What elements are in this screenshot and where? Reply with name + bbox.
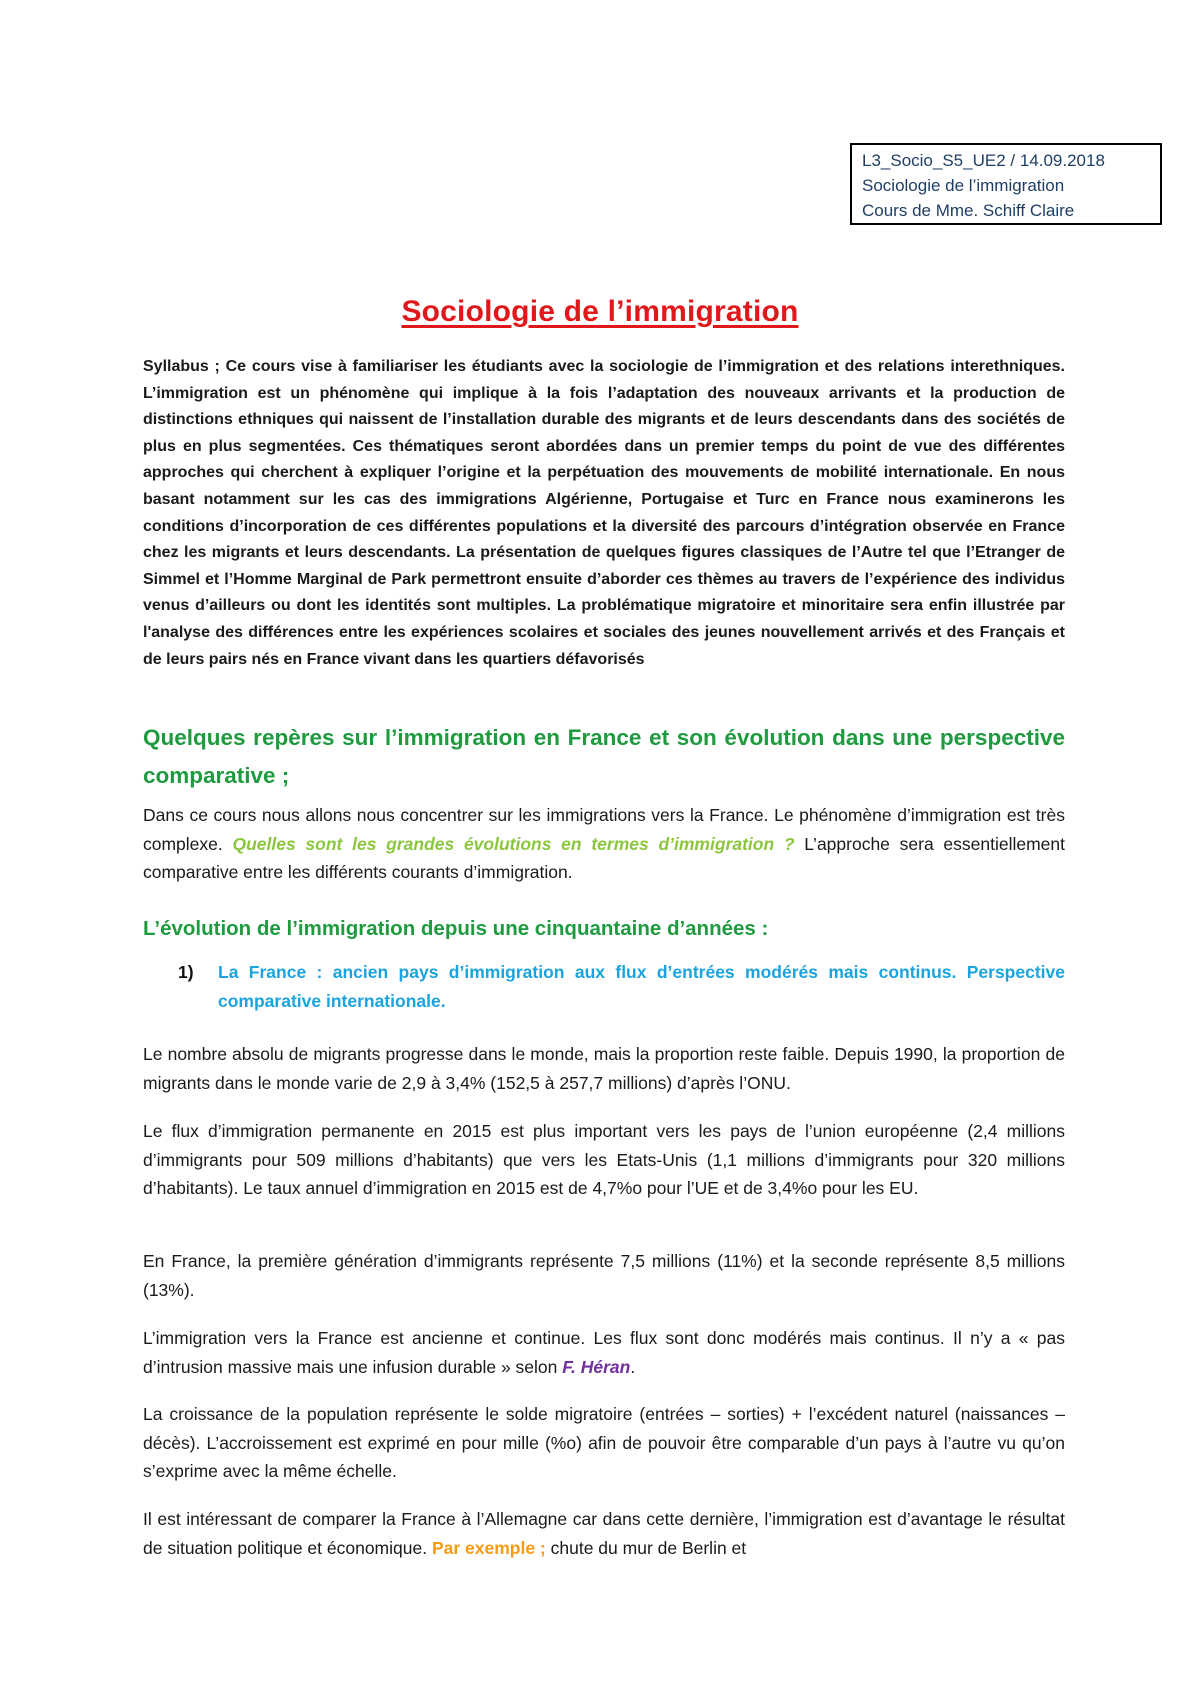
paragraph-population-growth: La croissance de la population représente le solde migratoire (entrées – sorties) + l’excédent naturel (naissances – décès). L’accroissement est exprimé en pour mille (%o) afin de pouvoir être comparable d’un pays à l’autre vu qu’on s’exprime avec la même échelle. [143,1404,1065,1481]
document-title: Sociologie de l’immigration [401,295,799,328]
paragraph-continuous-immigration [143,1324,1065,1381]
course-info-box [850,143,1162,225]
p4-text-2: . [630,1356,636,1377]
list-item [178,958,1065,1015]
intro-paragraph [143,801,1065,887]
course-code: L3_Socio_S5_UE2 / 14.09.2018 [862,151,1105,170]
course-subject: Sociologie de l’immigration [862,176,1065,195]
course-teacher: Cours de Mme. Schiff Claire [862,201,1075,220]
paragraph-migrants-world: Le nombre absolu de migrants progresse dans le monde, mais la proportion reste faible. Depuis 1990, la proportion de migrants dans le monde varie de 2,9 à 3,4% (152,5 à 257,7 millions) d’après l’ONU. [143,1044,1065,1093]
intro-question: Quelles sont les grandes évolutions en termes d’immigration ? [232,833,795,854]
p6-text-1: Il est intéressant de comparer la France à l’Allemagne car dans cette dernière, l’immigration est d’avantage le résultat de situation politique et économique. [143,1509,1065,1558]
syllabus-paragraph: Syllabus ; Ce cours vise à familiariser les étudiants avec la sociologie de l’immigration et des relations interethniques. L’immigration est un phénomène qui implique à la fois l’adaptation des nouveaux arrivants et la production de distinctions ethniques qui naissent de l’installation durable des migrants et de leurs descendants dans des sociétés de plus en plus segmentées. Ces thématiques seront abordées dans un premier temps du point de vue des différentes approches qui cherchent à expliquer l’origine et la perpétuation des mouvements de mobilité internationale. En nous basant notamment sur les cas des immigrations Algérienne, Portugaise et Turc en France nous examinerons les conditions d’incorporation de ces différentes populations et la diversité des parcours d’intégration observée en France chez les migrants et leurs descendants. La présentation de quelques figures classiques de l’Autre tel que l’Etranger de Simmel et l’Homme Marginal de Park permettront ensuite d’aborder ces thèmes au travers de l’expérience des individus venus d’ailleurs ou dont les identités sont multiples. La problématique migratoire et minoritaire sera enfin illustrée par l'analyse des différences entre les expériences scolaires et sociales des jeunes nouvellement arrivés et des Français et de leurs pairs nés en France vivant dans les quartiers défavorisés [143,358,1065,668]
paragraph-germany-comparison [143,1505,1065,1562]
subheading: L’évolution de l’immigration depuis une cinquantaine d’années : [143,917,769,940]
intro-text-1: Dans ce cours nous allons nous concentrer sur les immigrations vers la France. Le phénomène d’immigration est très complexe. [143,805,1065,854]
intro-text-2: L’approche sera essentiellement comparative entre les différents courants d’immigration. [143,833,1065,882]
p6-text-2: chute du mur de Berlin et [545,1537,747,1558]
author-name: F. Héran [562,1356,631,1377]
list-number: 1) [178,962,194,982]
list-item-text: La France : ancien pays d’immigration aux flux d’entrées modérés mais continus. Perspective comparative internationale. [218,962,1065,1011]
paragraph-france-generations: En France, la première génération d’immigrants représente 7,5 millions (11%) et la seconde représente 8,5 millions (13%). [143,1251,1065,1300]
section-heading: Quelques repères sur l’immigration en France et son évolution dans une perspective comparative ; [143,725,1065,788]
example-label: Par exemple ; [431,1537,546,1558]
p4-text-1: L’immigration vers la France est ancienne et continue. Les flux sont donc modérés mais continus. Il n’y a « pas d’intrusion massive mais une infusion durable » selon [143,1328,1065,1377]
paragraph-flux-immigration: Le flux d’immigration permanente en 2015 est plus important vers les pays de l’union européenne (2,4 millions d’immigrants pour 509 millions d’habitants) que vers les Etats-Unis (1,1 millions d’immigrants pour 320 millions d’habitants). Le taux annuel d’immigration en 2015 est de 4,7%o pour l’UE et de 3,4%o pour les EU. [143,1121,1065,1198]
